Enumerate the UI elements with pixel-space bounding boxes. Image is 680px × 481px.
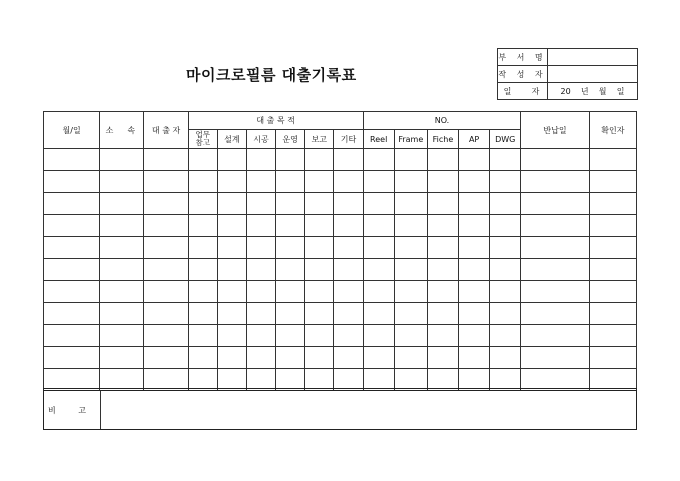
table-cell[interactable] <box>44 171 100 193</box>
no-fiche: Fiche <box>427 130 458 149</box>
table-cell[interactable] <box>427 281 458 303</box>
no-dwg: DWG <box>490 130 521 149</box>
table-cell[interactable] <box>459 347 490 369</box>
table-cell[interactable] <box>188 347 217 369</box>
table-cell[interactable] <box>217 193 246 215</box>
table-cell[interactable] <box>589 171 636 193</box>
table-cell[interactable] <box>144 215 188 237</box>
table-cell[interactable] <box>334 325 363 347</box>
table-cell[interactable] <box>276 281 305 303</box>
table-cell[interactable] <box>188 193 217 215</box>
table-cell[interactable] <box>305 193 334 215</box>
table-cell[interactable] <box>276 237 305 259</box>
no-reel: Reel <box>363 130 394 149</box>
table-cell[interactable] <box>459 171 490 193</box>
table-row <box>44 325 637 347</box>
table-cell[interactable] <box>427 149 458 171</box>
table-cell[interactable] <box>217 325 246 347</box>
table-cell[interactable] <box>305 281 334 303</box>
group-no: NO. <box>363 112 521 130</box>
table-cell[interactable] <box>276 193 305 215</box>
table-cell[interactable] <box>246 171 275 193</box>
table-cell[interactable] <box>188 215 217 237</box>
table-cell[interactable] <box>44 259 100 281</box>
table-cell[interactable] <box>427 347 458 369</box>
table-cell[interactable] <box>44 149 100 171</box>
purpose-report: 보고 <box>305 130 334 149</box>
table-cell[interactable] <box>589 259 636 281</box>
table-cell[interactable] <box>490 237 521 259</box>
table-cell[interactable] <box>44 281 100 303</box>
document-title: 마이크로필름 대출기록표 <box>186 66 357 84</box>
table-cell[interactable] <box>394 281 427 303</box>
table-cell[interactable] <box>144 347 188 369</box>
table-row <box>44 171 637 193</box>
table-cell[interactable] <box>459 193 490 215</box>
col-month-day: 월/일 <box>44 112 100 149</box>
purpose-work-reference: 업무 참고 <box>188 130 217 149</box>
table-cell[interactable] <box>394 303 427 325</box>
purpose-other: 기타 <box>334 130 363 149</box>
table-cell[interactable] <box>521 149 589 171</box>
table-cell[interactable] <box>427 237 458 259</box>
table-cell[interactable] <box>394 347 427 369</box>
table-cell[interactable] <box>521 171 589 193</box>
table-cell[interactable] <box>246 237 275 259</box>
table-cell[interactable] <box>490 149 521 171</box>
table-cell[interactable] <box>276 347 305 369</box>
table-cell[interactable] <box>188 303 217 325</box>
dept-name-label: 부 서 명 <box>498 49 548 66</box>
table-cell[interactable] <box>305 303 334 325</box>
table-cell[interactable] <box>427 259 458 281</box>
table-cell[interactable] <box>363 193 394 215</box>
table-cell[interactable] <box>363 281 394 303</box>
table-cell[interactable] <box>394 325 427 347</box>
table-cell[interactable] <box>334 259 363 281</box>
purpose-construction: 시공 <box>246 130 275 149</box>
table-cell[interactable] <box>44 215 100 237</box>
table-cell[interactable] <box>100 215 144 237</box>
table-cell[interactable] <box>100 149 144 171</box>
table-cell[interactable] <box>589 215 636 237</box>
table-cell[interactable] <box>246 215 275 237</box>
table-cell[interactable] <box>363 259 394 281</box>
table-cell[interactable] <box>459 237 490 259</box>
table-cell[interactable] <box>334 281 363 303</box>
table-cell[interactable] <box>188 325 217 347</box>
table-cell[interactable] <box>490 215 521 237</box>
table-cell[interactable] <box>246 193 275 215</box>
col-borrower: 대 출 자 <box>144 112 188 149</box>
date-field[interactable]: 20 년 월 일 <box>548 83 638 100</box>
table-cell[interactable] <box>521 325 589 347</box>
table-cell[interactable] <box>589 193 636 215</box>
table-cell[interactable] <box>363 325 394 347</box>
table-cell[interactable] <box>521 237 589 259</box>
table-cell[interactable] <box>589 303 636 325</box>
table-cell[interactable] <box>246 347 275 369</box>
table-cell[interactable] <box>521 215 589 237</box>
table-cell[interactable] <box>459 325 490 347</box>
table-cell[interactable] <box>490 171 521 193</box>
table-cell[interactable] <box>490 259 521 281</box>
table-row <box>44 303 637 325</box>
table-row <box>44 149 637 171</box>
table-row <box>44 259 637 281</box>
table-cell[interactable] <box>144 149 188 171</box>
table-cell[interactable] <box>427 303 458 325</box>
table-cell[interactable] <box>363 237 394 259</box>
remarks-field[interactable] <box>101 391 636 429</box>
author-field[interactable] <box>548 66 638 83</box>
table-cell[interactable] <box>305 259 334 281</box>
table-cell[interactable] <box>217 237 246 259</box>
table-cell[interactable] <box>217 347 246 369</box>
table-cell[interactable] <box>521 281 589 303</box>
table-cell[interactable] <box>521 193 589 215</box>
table-cell[interactable] <box>363 149 394 171</box>
table-cell[interactable] <box>363 171 394 193</box>
group-purpose: 대 출 목 적 <box>188 112 363 130</box>
table-cell[interactable] <box>459 259 490 281</box>
table-cell[interactable] <box>334 193 363 215</box>
table-cell[interactable] <box>100 303 144 325</box>
table-cell[interactable] <box>144 237 188 259</box>
table-cell[interactable] <box>276 215 305 237</box>
remarks-row <box>43 388 637 430</box>
table-cell[interactable] <box>246 149 275 171</box>
no-frame: Frame <box>394 130 427 149</box>
remarks-label: 비 고 <box>44 391 101 429</box>
table-cell[interactable] <box>144 325 188 347</box>
table-cell[interactable] <box>188 171 217 193</box>
table-cell[interactable] <box>246 259 275 281</box>
table-cell[interactable] <box>589 347 636 369</box>
approval-box <box>497 48 638 100</box>
table-row <box>44 193 637 215</box>
table-cell[interactable] <box>188 237 217 259</box>
table-cell[interactable] <box>521 259 589 281</box>
table-cell[interactable] <box>188 149 217 171</box>
loan-record-table <box>43 111 637 391</box>
table-cell[interactable] <box>217 303 246 325</box>
table-cell[interactable] <box>100 347 144 369</box>
table-cell[interactable] <box>490 281 521 303</box>
table-cell[interactable] <box>394 237 427 259</box>
table-cell[interactable] <box>217 281 246 303</box>
table-cell[interactable] <box>334 303 363 325</box>
table-cell[interactable] <box>334 347 363 369</box>
no-ap: AP <box>459 130 490 149</box>
table-cell[interactable] <box>459 149 490 171</box>
table-cell[interactable] <box>246 325 275 347</box>
table-cell[interactable] <box>217 215 246 237</box>
table-cell[interactable] <box>334 237 363 259</box>
table-cell[interactable] <box>334 215 363 237</box>
table-cell[interactable] <box>217 171 246 193</box>
table-cell[interactable] <box>490 193 521 215</box>
table-cell[interactable] <box>246 281 275 303</box>
table-cell[interactable] <box>305 347 334 369</box>
table-cell[interactable] <box>490 347 521 369</box>
table-cell[interactable] <box>589 325 636 347</box>
table-cell[interactable] <box>305 149 334 171</box>
table-cell[interactable] <box>217 149 246 171</box>
table-cell[interactable] <box>363 303 394 325</box>
table-cell[interactable] <box>305 215 334 237</box>
table-cell[interactable] <box>521 347 589 369</box>
table-cell[interactable] <box>100 259 144 281</box>
table-cell[interactable] <box>305 171 334 193</box>
table-cell[interactable] <box>363 347 394 369</box>
table-cell[interactable] <box>144 171 188 193</box>
table-cell[interactable] <box>144 281 188 303</box>
table-cell[interactable] <box>188 281 217 303</box>
table-cell[interactable] <box>44 303 100 325</box>
table-row <box>44 237 637 259</box>
table-cell[interactable] <box>427 193 458 215</box>
table-cell[interactable] <box>100 325 144 347</box>
table-cell[interactable] <box>589 149 636 171</box>
table-cell[interactable] <box>394 215 427 237</box>
table-cell[interactable] <box>394 259 427 281</box>
table-cell[interactable] <box>490 325 521 347</box>
table-cell[interactable] <box>427 325 458 347</box>
table-cell[interactable] <box>44 347 100 369</box>
table-cell[interactable] <box>363 215 394 237</box>
table-cell[interactable] <box>276 303 305 325</box>
table-cell[interactable] <box>44 193 100 215</box>
table-cell[interactable] <box>394 193 427 215</box>
table-cell[interactable] <box>144 303 188 325</box>
col-return-date: 반납일 <box>521 112 589 149</box>
table-cell[interactable] <box>100 193 144 215</box>
table-cell[interactable] <box>589 281 636 303</box>
table-row <box>44 281 637 303</box>
table-cell[interactable] <box>334 171 363 193</box>
table-cell[interactable] <box>217 259 246 281</box>
purpose-operation: 운영 <box>276 130 305 149</box>
table-cell[interactable] <box>305 325 334 347</box>
table-cell[interactable] <box>100 171 144 193</box>
table-cell[interactable] <box>394 149 427 171</box>
table-cell[interactable] <box>459 215 490 237</box>
table-cell[interactable] <box>188 259 217 281</box>
table-cell[interactable] <box>100 281 144 303</box>
table-cell[interactable] <box>100 237 144 259</box>
table-cell[interactable] <box>276 149 305 171</box>
table-cell[interactable] <box>427 171 458 193</box>
table-row <box>44 347 637 369</box>
table-cell[interactable] <box>459 281 490 303</box>
col-affiliation: 소 속 <box>100 112 144 149</box>
table-cell[interactable] <box>459 303 490 325</box>
author-label: 작 성 자 <box>498 66 548 83</box>
dept-name-field[interactable] <box>548 49 638 66</box>
table-cell[interactable] <box>276 171 305 193</box>
table-cell[interactable] <box>521 303 589 325</box>
table-cell[interactable] <box>394 171 427 193</box>
table-cell[interactable] <box>144 193 188 215</box>
table-cell[interactable] <box>276 325 305 347</box>
table-cell[interactable] <box>144 259 188 281</box>
table-cell[interactable] <box>427 215 458 237</box>
date-label: 일 자 <box>498 83 548 100</box>
table-cell[interactable] <box>305 237 334 259</box>
table-cell[interactable] <box>246 303 275 325</box>
table-cell[interactable] <box>490 303 521 325</box>
table-cell[interactable] <box>44 237 100 259</box>
col-confirmer: 확인자 <box>589 112 636 149</box>
table-row <box>44 215 637 237</box>
table-cell[interactable] <box>589 237 636 259</box>
purpose-design: 설계 <box>217 130 246 149</box>
table-cell[interactable] <box>276 259 305 281</box>
table-cell[interactable] <box>334 149 363 171</box>
table-cell[interactable] <box>44 325 100 347</box>
